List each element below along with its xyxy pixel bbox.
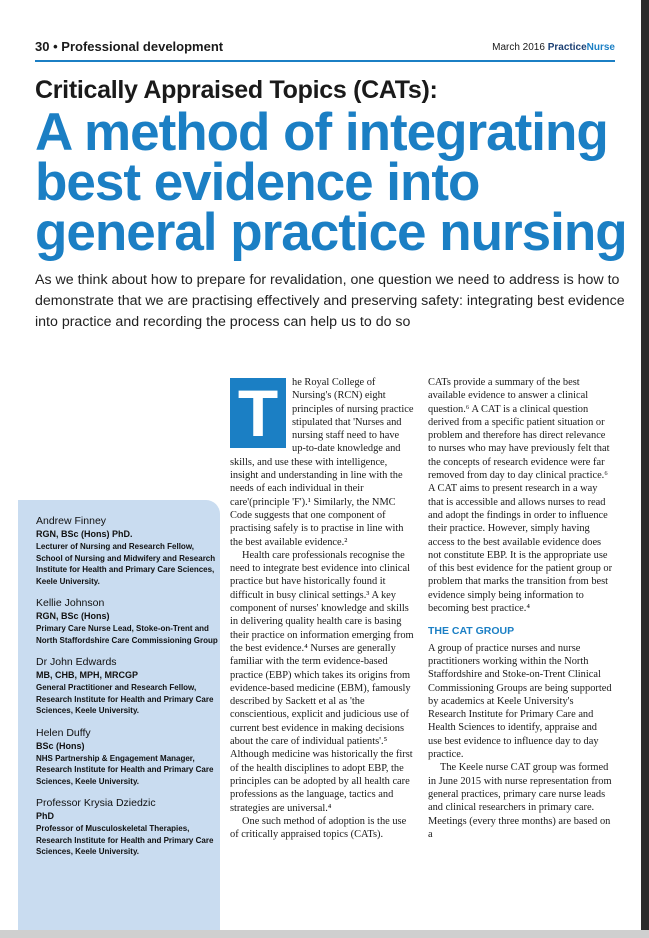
- body-paragraph: Health care professionals recognise the need to integrate best evidence into clinical practice but have historically found it difficult in busy clinical settings.³ A key component of nurses' knowledge and skills in delivering quality health care is basing their practice on information emerging from the best evidence.⁴ Nurses are generally familiar with the term evidence-based practice (EBP) which takes its origins from evidence-based medicine (EBM), famously described by Sackett et al as 'the conscientious, explicit and judicious use of current best evidence in making decisions about the care of individual patients'.⁵ Although medicine was historically the first of the health disciplines to adopt EBP, the principles can be adopted by all health care professions as the language, tactics and strategies are universal.⁴: [230, 549, 414, 814]
- author-qualifications: RGN, BSc (Hons) PhD.: [36, 529, 133, 539]
- body-paragraph: CATs provide a summary of the best available evidence to answer a clinical question.⁶ A CAT is a clinical question derived from a specific patient situation or problem and therefore has direct relevance to nurses who may have previously felt that the concepts of research evidence were far removed from day to day clinical practice.⁶ A CAT aims to present research in a way that is accessible and allows nurses to read and adopt the findings in order to influence their practice. However, simply having access to the best available evidence does not constitute EBP. It is the appropriate use of this best evidence for the patient group or problem that marks the transition from best evidence simply being information to becoming best practice.⁴: [428, 377, 613, 615]
- author-list: [36, 514, 221, 867]
- header-rule: [35, 60, 615, 62]
- page-header: [35, 37, 615, 59]
- issue-date: March 2016: [492, 42, 545, 53]
- author-entry: [36, 514, 221, 587]
- author-entry: [36, 596, 221, 646]
- section-name: Professional development: [61, 39, 224, 54]
- author-qualifications: PhD: [36, 811, 54, 821]
- headline-line: best evidence into: [35, 153, 480, 212]
- author-qualifications: BSc (Hons): [36, 740, 85, 751]
- issue-info: [492, 42, 615, 53]
- body-paragraph: A group of practice nurses and nurse practitioners working within the North Staffordshire and Stoke-on-Trent Clinical Commissioning Groups are being supported by academics at Keele University's Research Institute for Primary Care and Health Sciences to identify, appraise and use best evidence to influence day to day practice.: [428, 642, 612, 761]
- author-name: Helen Duffy: [36, 726, 91, 739]
- article-headline: [35, 103, 635, 262]
- folio-bullet: •: [53, 39, 58, 54]
- author-name: Professor Krysia Dziedzic: [36, 797, 156, 809]
- author-role: Professor of Musculoskeletal Therapies, Research Institute for Health and Primary Care Sciences, Keele University.: [36, 824, 214, 856]
- brand-nurse: Nurse: [586, 42, 615, 53]
- page-folio: [35, 39, 223, 54]
- author-role: Primary Care Nurse Lead, Stoke-on-Trent and North Staffordshire Care Commissioning Group: [36, 624, 218, 645]
- author-name: Andrew Finney: [36, 515, 107, 527]
- scan-edge-right: [641, 0, 649, 938]
- drop-cap: T: [230, 378, 286, 448]
- brand-practice: Practice: [547, 42, 587, 53]
- body-paragraph: [230, 376, 415, 549]
- author-role: NHS Partnership & Engagement Manager, Research Institute for Health and Primary Care Sciences, Keele University.: [36, 753, 214, 786]
- headline-line: A method of integrating: [35, 103, 608, 162]
- author-role: General Practitioner and Research Fellow, Research Institute for Health and Primary Care Sciences, Keele University.: [36, 683, 214, 715]
- headline-line: general practice nursing: [35, 203, 627, 262]
- author-name: Dr John Edwards: [36, 656, 117, 668]
- author-entry: [36, 796, 221, 858]
- body-column-2: [428, 376, 613, 841]
- article-standfirst: As we think about how to prepare for revalidation, one question we need to address is how to demonstrate that we are practising effectively and preserving safety: integrating best evidence into practice and recording the process can help us to do so: [35, 272, 625, 330]
- scan-edge-bottom: [0, 930, 649, 938]
- author-entry: [36, 655, 221, 717]
- author-name: Kellie Johnson: [36, 597, 105, 609]
- page-number: 30: [35, 39, 50, 54]
- paragraph-text: he Royal College of Nursing's (RCN) eight principles of nursing practice stipulated that 'Nurses and nursing staff need to have up-to-date knowledge and skills, and use these with intelligence, insight and understanding in line with the needs of each individual in their care'(principle 'F').¹ Similarly, the NMC Code suggests that one component of practising safely is to practise in line with the best available evidence.²: [230, 377, 414, 548]
- author-entry: [36, 726, 221, 788]
- body-column-1: [230, 376, 415, 841]
- body-paragraph: One such method of adoption is the use of critically appraised topics (CATs).: [230, 815, 407, 841]
- section-subheading: THE CAT GROUP: [428, 625, 515, 638]
- article-kicker: Critically Appraised Topics (CATs):: [35, 76, 438, 104]
- body-paragraph: The Keele nurse CAT group was formed in June 2015 with nurse representation from general practices, primary care nurse leads and clinical researchers in primary care. Meetings (every three months) are based on a: [428, 762, 612, 840]
- author-role: Lecturer of Nursing and Research Fellow, School of Nursing and Midwifery and Research Institute for Health and Primary Care Sciences, Keele University.: [36, 542, 216, 586]
- author-qualifications: MB, CHB, MPH, MRCGP: [36, 670, 138, 680]
- author-qualifications: RGN, BSc (Hons): [36, 611, 110, 621]
